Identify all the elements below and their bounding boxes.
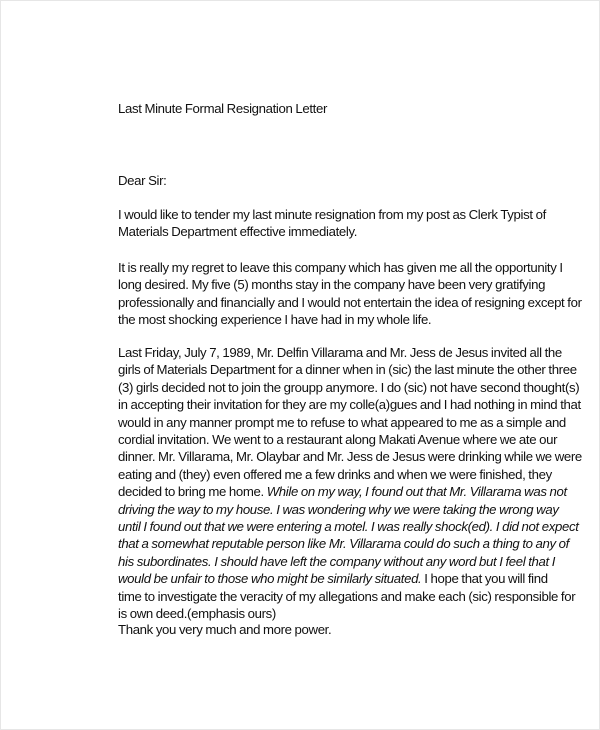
paragraph-line: in accepting their invitation for they are my colle(a)gues and I had nothing in mind that bbox=[118, 397, 581, 413]
paragraph-line-italic: until I found out that we were entering a motel. I was really shock(ed). I did not expect bbox=[118, 519, 579, 535]
paragraph-line: eating and (they) even offered me a few drinks and when we were finished, they bbox=[118, 466, 552, 482]
paragraph-line: is own deed.(emphasis ours) bbox=[118, 606, 276, 622]
paragraph-line-italic: that a somewhat reputable person like Mr. Villarama could do such a thing to any of bbox=[118, 536, 569, 552]
paragraph-line: the most shocking experience I have had in my whole life. bbox=[118, 312, 432, 328]
paragraph-line: I would like to tender my last minute resignation from my post as Clerk Typist of bbox=[118, 207, 546, 222]
line-segment-italic: would be unfair to those who might be similarly situated. bbox=[118, 571, 422, 587]
salutation: Dear Sir: bbox=[118, 173, 167, 188]
line-segment-italic: While on my way, I found out that Mr. Villarama was not bbox=[263, 484, 567, 500]
paragraph-line-italic: driving the way to my house. I was wondering why we were taking the wrong way bbox=[118, 501, 559, 517]
paragraph-line: It is really my regret to leave this company which has given me all the opportunity I bbox=[118, 260, 563, 275]
paragraph-incident bbox=[118, 344, 582, 623]
paragraph-regret bbox=[118, 259, 582, 329]
paragraph-line: Last Friday, July 7, 1989, Mr. Delfin Villarama and Mr. Jess de Jesus invited all the bbox=[118, 345, 562, 360]
paragraph-intent bbox=[118, 206, 546, 241]
paragraph-line: dinner. Mr. Villarama, Mr. Olaybar and Mr. Jess de Jesus were drinking while we were bbox=[118, 449, 582, 465]
paragraph-line-mixed bbox=[118, 570, 548, 587]
paragraph-line: cordial invitation. We went to a restaurant along Makati Avenue where we ate our bbox=[118, 432, 558, 448]
paragraph-line: would in any manner prompt me to refuse to what appeared to me as a simple and bbox=[118, 414, 566, 430]
paragraph-line: girls of Materials Department for a dinner when in (sic) the last minute the other three bbox=[118, 362, 577, 378]
paragraph-line: long desired. My five (5) months stay in the company have been very gratifying bbox=[118, 277, 546, 293]
paragraph-line: professionally and financially and I would not entertain the idea of resigning except for bbox=[118, 294, 582, 310]
paragraph-line-italic: his subordinates. I should have left the company without any word but I feel that I bbox=[118, 553, 556, 569]
line-segment-normal: decided to bring me home. bbox=[118, 484, 264, 500]
paragraph-line-mixed bbox=[118, 483, 567, 500]
closing-line: Thank you very much and more power. bbox=[118, 622, 332, 637]
paragraph-line: Materials Department effective immediately. bbox=[118, 224, 358, 240]
paragraph-line: time to investigate the veracity of my allegations and make each (sic) responsible for bbox=[118, 588, 576, 604]
paragraph-line: (3) girls decided not to join the groupp anymore. I do (sic) not have second thought(s) bbox=[118, 379, 580, 395]
line-segment-normal: I hope that you will find bbox=[421, 571, 548, 587]
letter-title: Last Minute Formal Resignation Letter bbox=[118, 101, 328, 116]
